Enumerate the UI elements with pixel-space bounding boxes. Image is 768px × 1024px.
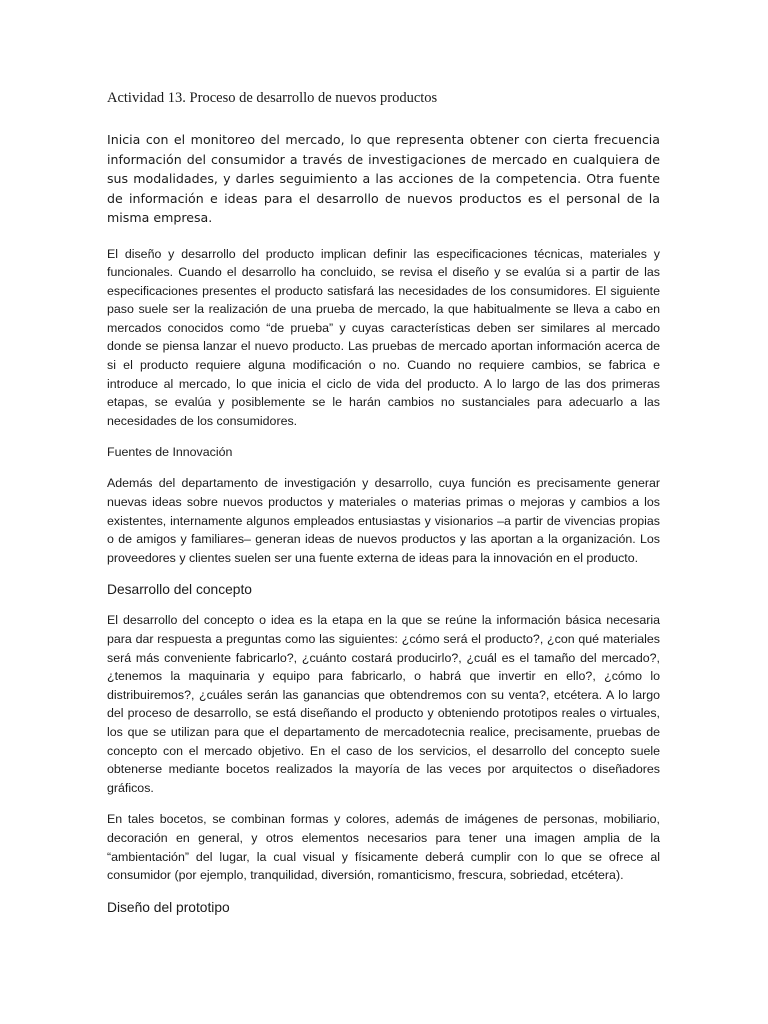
document-page — [107, 88, 660, 929]
heading-fuentes-innovacion: Fuentes de Innovación — [107, 445, 233, 460]
heading-desarrollo-concepto: Desarrollo del concepto — [107, 582, 252, 598]
paragraph-bocetos: En tales bocetos, se combinan formas y colores, además de imágenes de personas, mobiliario, decoración en general, y otros elementos necesarios para tener una imagen amplia de la “ambientación” del lugar, la cual visual y físicamente deberá cumplir con lo que se ofrece al consumidor (por ejemplo, tranquilidad, diversión, romanticismo, frescura, sobriedad, etcétera). — [107, 812, 660, 883]
paragraph-fuentes: Además del departamento de investigación y desarrollo, cuya función es precisamente generar nuevas ideas sobre nuevos productos y materiales o materias primas o mejoras y cambios a los existentes, internamente algunos empleados entusiastas y visionarios –a partir de vivencias propias o de amigos y familiares– generan ideas de nuevos productos y las aportan a la organización. Los proveedores y clientes suelen ser una fuente externa de ideas para la innovación en el producto. — [107, 476, 660, 565]
paragraph-diseno: El diseño y desarrollo del producto implican definir las especificaciones técnicas, materiales y funcionales. Cuando el desarrollo ha concluido, se revisa el diseño y se evalúa si a partir de las especificaciones presentes el producto satisfará las necesidades de los consumidores. El siguiente paso suele ser la realización de una prueba de mercado, la que habitualmente se lleva a cabo en mercados conocidos como “de prueba” y cuyas características deben ser similares al mercado donde se piensa lanzar el nuevo producto. Las pruebas de mercado aportan información acerca de si el producto requiere alguna modificación o no. Cuando no requiere cambios, se fabrica e introduce al mercado, lo que inicia el ciclo de vida del producto. A lo largo de las dos primeras etapas, se evalúa y posiblemente se le harán cambios no sustanciales para adecuarlo a las necesidades de los consumidores. — [107, 246, 660, 428]
paragraph-concepto: El desarrollo del concepto o idea es la etapa en la que se reúne la información básica necesaria para dar respuesta a preguntas como las siguientes: ¿cómo será el producto?, ¿con qué materiales será más conveniente fabricarlo?, ¿cuánto costará producirlo?, ¿cuál es el tamaño del mercado?, ¿tenemos la maquinaria y equipo para fabricarlo, o habrá que invertir en ello?, ¿cómo lo distribuiremos?, ¿cuáles serán las ganancias que obtendremos con su venta?, etcétera. A lo largo del proceso de desarrollo, se está diseñando el producto y obteniendo prototipos reales o virtuales, los que se utilizan para que el departamento de mercadotecnia realice, precisamente, pruebas de concepto con el mercado objetivo. En el caso de los servicios, el desarrollo del concepto suele obtenerse mediante bocetos realizados la mayoría de las veces por arquitectos o diseñadores gráficos. — [107, 613, 660, 795]
document-title: Actividad 13. Proceso de desarrollo de nuevos productos — [107, 90, 438, 106]
heading-diseno-prototipo: Diseño del prototipo — [107, 899, 230, 915]
paragraph-intro: Inicia con el monitoreo del mercado, lo que representa obtener con cierta frecuencia información del consumidor a través de investigaciones de mercado en cualquiera de sus modalidades, y darles seguimiento a las acciones de la competencia. Otra fuente de información e ideas para el desarrollo de nuevos productos es el personal de la misma empresa. — [107, 132, 660, 225]
